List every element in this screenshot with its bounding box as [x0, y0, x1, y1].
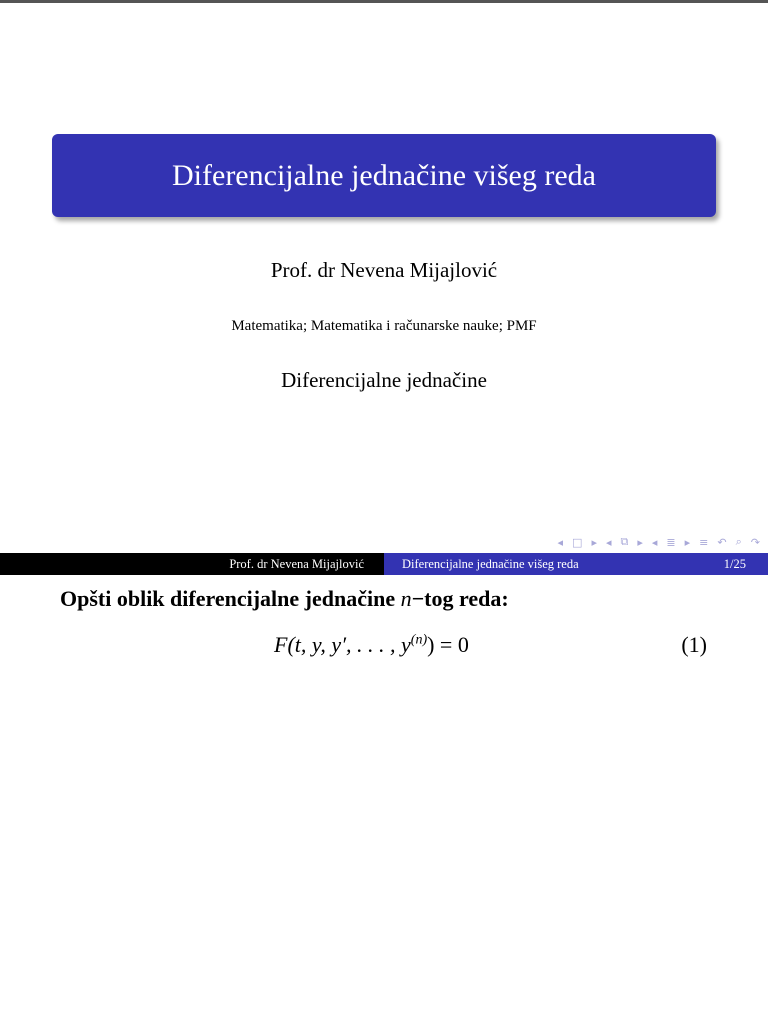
nav-forward-icon[interactable]: ↷ — [750, 535, 760, 549]
nav-prev-subsection-icon[interactable]: ◂ — [605, 535, 612, 549]
footer-author-section — [0, 553, 384, 575]
equation-rhs: ) = 0 — [427, 632, 469, 657]
nav-back-icon[interactable]: ↶ — [717, 535, 727, 549]
top-rule — [0, 0, 768, 3]
heading-prefix: Opšti oblik diferencijalne jednačine — [60, 586, 401, 611]
nav-next-section-icon[interactable]: ▸ — [684, 535, 691, 549]
equation-lhs: F(t, y, y′, . . . , y — [274, 632, 411, 657]
nav-align-icon[interactable]: ≡ — [699, 535, 709, 549]
nav-section-icon[interactable]: ≣ — [666, 535, 676, 549]
institute: Matematika; Matematika i računarske nauke; PMF — [231, 318, 537, 334]
presentation-title: Diferencijalne jednačine višeg reda — [172, 158, 596, 192]
equation — [274, 632, 469, 658]
nav-subsection-icon[interactable]: ⧉ — [620, 535, 629, 548]
slide-heading — [60, 586, 509, 612]
heading-suffix: −tog reda: — [411, 586, 509, 611]
equation-superscript: (n) — [410, 632, 428, 648]
footer-author: Prof. dr Nevena Mijajlović — [229, 556, 364, 571]
footer-title-section — [384, 553, 768, 575]
author-name: Prof. dr Nevena Mijajlović — [270, 258, 498, 282]
footline — [0, 553, 768, 575]
subtitle-date: Diferencijalne jednačine — [281, 368, 487, 392]
nav-prev-frame-icon[interactable]: ◂ — [557, 535, 564, 549]
nav-next-subsection-icon[interactable]: ▸ — [637, 535, 643, 549]
title-box — [52, 134, 716, 217]
heading-variable: n — [400, 586, 412, 611]
nav-next-frame-icon[interactable]: ▸ — [591, 535, 597, 549]
footer-title: Diferencijalne jednačine višeg reda — [402, 556, 579, 571]
page-number: 1/25 — [723, 556, 746, 571]
beamer-navigation-bar — [558, 535, 761, 549]
nav-prev-section-icon[interactable]: ◂ — [651, 535, 658, 549]
nav-search-icon[interactable]: ⌕ — [735, 535, 742, 548]
nav-frame-icon[interactable]: □ — [572, 535, 583, 549]
equation-number: (1) — [681, 632, 707, 657]
